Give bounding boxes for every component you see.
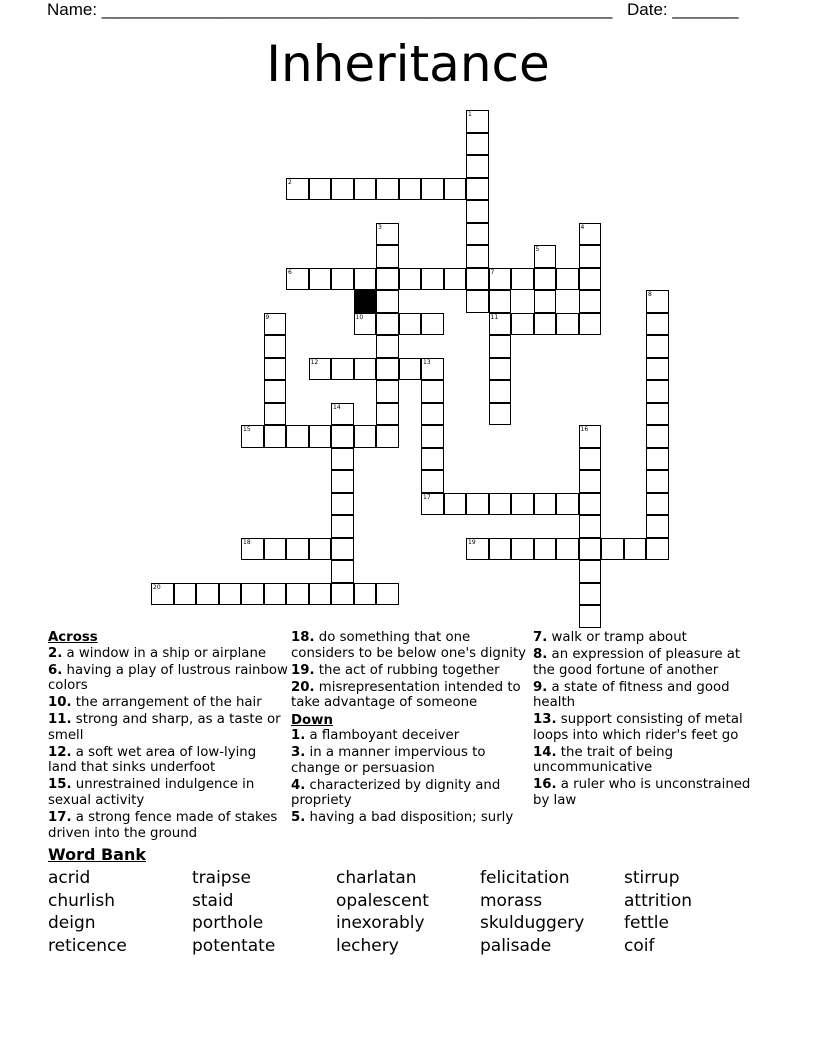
crossword-cell[interactable] bbox=[241, 538, 264, 561]
crossword-cell[interactable] bbox=[579, 223, 602, 246]
crossword-cell[interactable] bbox=[331, 268, 354, 291]
crossword-cell[interactable] bbox=[646, 515, 669, 538]
crossword-cell[interactable] bbox=[556, 313, 579, 336]
crossword-cell[interactable] bbox=[601, 538, 624, 561]
crossword-cell[interactable] bbox=[376, 358, 399, 381]
clue-down-5: 5. having a bad disposition; surly bbox=[291, 810, 514, 826]
crossword-cell[interactable] bbox=[466, 268, 489, 291]
crossword-cell[interactable] bbox=[534, 538, 557, 561]
crossword-cell[interactable] bbox=[376, 403, 399, 426]
word-bank-word: coif bbox=[624, 936, 655, 957]
crossword-cell[interactable] bbox=[534, 245, 557, 268]
crossword-cell[interactable] bbox=[646, 290, 669, 313]
date-line: Date: _______ bbox=[627, 0, 739, 19]
clue-number: 18 bbox=[243, 538, 251, 546]
clue-number: 15 bbox=[243, 426, 251, 433]
clue-down-16: 16. a ruler who is unconstrained by law bbox=[533, 777, 751, 808]
crossword-cell[interactable] bbox=[331, 560, 354, 583]
crossword-cell[interactable] bbox=[579, 245, 602, 268]
word-bank-word: fettle bbox=[624, 913, 669, 934]
crossword-cell[interactable] bbox=[579, 470, 602, 493]
crossword-cell[interactable] bbox=[264, 583, 287, 606]
crossword-cell[interactable] bbox=[331, 178, 354, 201]
crossword-cell[interactable] bbox=[489, 403, 512, 426]
crossword-cell[interactable] bbox=[579, 560, 602, 583]
clues-column-1 bbox=[48, 628, 288, 843]
word-bank-word: staid bbox=[192, 890, 234, 911]
crossword-cell[interactable] bbox=[646, 538, 669, 561]
crossword-cell[interactable] bbox=[646, 403, 669, 426]
crossword-cell[interactable] bbox=[331, 358, 354, 381]
across-heading: Across bbox=[48, 630, 98, 645]
crossword-cell[interactable] bbox=[489, 313, 512, 336]
crossword-cell[interactable] bbox=[579, 515, 602, 538]
clue-down-3: 3. in a manner impervious to change or persuasion bbox=[291, 745, 486, 776]
clue-down-14: 14. the trait of being uncommunicative bbox=[533, 744, 674, 776]
down-heading: Down bbox=[291, 712, 333, 728]
crossword-cell[interactable] bbox=[624, 538, 647, 561]
crossword-cell[interactable] bbox=[241, 425, 264, 448]
crossword-cell[interactable] bbox=[264, 313, 287, 336]
crossword-cell[interactable] bbox=[646, 313, 669, 336]
crossword-cell[interactable] bbox=[534, 268, 557, 291]
crossword-cell[interactable] bbox=[511, 493, 534, 516]
crossword-cell[interactable] bbox=[421, 358, 444, 381]
clue-across-10: 10. the arrangement of the hair bbox=[48, 695, 262, 711]
crossword-cell[interactable] bbox=[309, 425, 332, 448]
crossword-cell[interactable] bbox=[511, 268, 534, 291]
crossword-black-cell bbox=[354, 290, 377, 313]
word-bank-word: charlatan bbox=[336, 868, 417, 888]
crossword-cell[interactable] bbox=[579, 313, 602, 336]
crossword-cell[interactable] bbox=[489, 538, 512, 561]
crossword-cell[interactable] bbox=[309, 538, 332, 561]
crossword-cell[interactable] bbox=[421, 448, 444, 471]
clue-across-17: 17. a strong fence made of stakes driven into the ground bbox=[48, 810, 278, 841]
clue-across-2: 2. a window in a ship or airplane bbox=[48, 645, 267, 661]
clue-number: 17 bbox=[423, 493, 431, 501]
crossword-cell[interactable] bbox=[466, 223, 489, 246]
crossword-cell[interactable] bbox=[354, 583, 377, 606]
crossword-cell[interactable] bbox=[376, 335, 399, 358]
word-bank-word: stirrup bbox=[624, 868, 680, 888]
crossword-cell[interactable] bbox=[376, 313, 399, 336]
crossword-cell[interactable] bbox=[376, 290, 399, 313]
crossword-cell[interactable] bbox=[466, 493, 489, 516]
crossword-cell[interactable] bbox=[241, 583, 264, 606]
crossword-cell[interactable] bbox=[579, 538, 602, 561]
crossword-cell[interactable] bbox=[489, 268, 512, 291]
clue-across-19: 19. the act of rubbing together bbox=[291, 662, 500, 678]
crossword-cell[interactable] bbox=[331, 493, 354, 516]
word-bank-word: felicitation bbox=[480, 868, 570, 888]
crossword-cell[interactable] bbox=[489, 335, 512, 358]
clue-number: 19 bbox=[468, 538, 476, 546]
crossword-cell[interactable] bbox=[579, 583, 602, 606]
crossword-cell[interactable] bbox=[646, 470, 669, 493]
crossword-cell[interactable] bbox=[309, 178, 332, 201]
crossword-cell[interactable] bbox=[286, 583, 309, 606]
crossword-cell[interactable] bbox=[331, 583, 354, 606]
clue-across-11: 11. strong and sharp, as a taste or smell bbox=[48, 712, 281, 743]
crossword-cell[interactable] bbox=[264, 425, 287, 448]
crossword-cell[interactable] bbox=[421, 380, 444, 403]
clue-number: 12 bbox=[310, 358, 319, 366]
word-bank-word: skulduggery bbox=[480, 913, 585, 934]
crossword-cell[interactable] bbox=[579, 290, 602, 313]
clue-number: 10 bbox=[355, 313, 364, 321]
clues-column-2 bbox=[291, 630, 531, 828]
crossword-cell[interactable] bbox=[556, 268, 579, 291]
crossword-cell[interactable] bbox=[421, 178, 444, 201]
crossword-cell[interactable] bbox=[466, 155, 489, 178]
clue-number: 3 bbox=[378, 223, 382, 231]
crossword-cell[interactable] bbox=[264, 358, 287, 381]
crossword-cell[interactable] bbox=[151, 583, 174, 606]
crossword-cell[interactable] bbox=[466, 245, 489, 268]
crossword-cell[interactable] bbox=[331, 515, 354, 538]
crossword-cell[interactable] bbox=[286, 538, 309, 561]
clue-across-12: 12. a soft wet area of low-lying land that sinks underfoot bbox=[48, 744, 257, 776]
crossword-cell[interactable] bbox=[579, 448, 602, 471]
crossword-cell[interactable] bbox=[264, 380, 287, 403]
crossword-cell[interactable] bbox=[376, 380, 399, 403]
crossword-cell[interactable] bbox=[444, 178, 467, 201]
clue-number: 13 bbox=[423, 358, 431, 366]
crossword-cell[interactable] bbox=[646, 425, 669, 448]
crossword-cell[interactable] bbox=[309, 583, 332, 606]
crossword-cell[interactable] bbox=[376, 223, 399, 246]
word-bank-word: traipse bbox=[192, 868, 251, 888]
crossword-cell[interactable] bbox=[174, 583, 197, 606]
crossword-cell[interactable] bbox=[646, 380, 669, 403]
clue-down-4: 4. characterized by dignity and propriety bbox=[291, 777, 501, 809]
word-bank-word: acrid bbox=[48, 868, 91, 888]
crossword-cell[interactable] bbox=[579, 268, 602, 291]
crossword-cell[interactable] bbox=[444, 268, 467, 291]
crossword-cell[interactable] bbox=[511, 313, 534, 336]
crossword-cell[interactable] bbox=[376, 425, 399, 448]
crossword-cell[interactable] bbox=[376, 268, 399, 291]
word-bank-title: Word Bank bbox=[48, 845, 147, 864]
crossword-cell[interactable] bbox=[421, 403, 444, 426]
crossword-cell[interactable] bbox=[444, 493, 467, 516]
crossword-cell[interactable] bbox=[489, 290, 512, 313]
crossword-cell[interactable] bbox=[399, 268, 422, 291]
crossword-cell[interactable] bbox=[399, 313, 422, 336]
clue-number: 16 bbox=[580, 426, 589, 433]
crossword-cell[interactable] bbox=[286, 268, 309, 291]
word-bank-word: inexorably bbox=[336, 913, 425, 934]
crossword-cell[interactable] bbox=[354, 313, 377, 336]
crossword-cell[interactable] bbox=[219, 583, 242, 606]
crossword-cell[interactable] bbox=[534, 290, 557, 313]
crossword-cell[interactable] bbox=[354, 358, 377, 381]
crossword-cell[interactable] bbox=[489, 493, 512, 516]
clue-across-18: 18. do something that one considers to be below one's dignity bbox=[291, 630, 527, 661]
crossword-cell[interactable] bbox=[331, 470, 354, 493]
crossword-cell[interactable] bbox=[331, 425, 354, 448]
crossword-cell[interactable] bbox=[579, 605, 602, 628]
crossword-cell[interactable] bbox=[646, 448, 669, 471]
word-bank-word: lechery bbox=[336, 936, 399, 957]
crossword-cell[interactable] bbox=[466, 133, 489, 156]
crossword-cell[interactable] bbox=[264, 538, 287, 561]
crossword-cell[interactable] bbox=[376, 583, 399, 606]
clue-number: 11 bbox=[490, 313, 499, 321]
name-line: Name: ______________________________________________________ bbox=[47, 0, 613, 19]
clue-down-1: 1. a flamboyant deceiver bbox=[291, 728, 460, 744]
crossword-cell[interactable] bbox=[421, 493, 444, 516]
crossword-cell[interactable] bbox=[466, 290, 489, 313]
crossword-cell[interactable] bbox=[354, 268, 377, 291]
clue-number: 8 bbox=[648, 291, 652, 298]
word-bank-word: potentate bbox=[192, 936, 276, 957]
clue-down-13: 13. support consisting of metal loops into which rider's feet go bbox=[533, 712, 743, 743]
crossword-cell[interactable] bbox=[579, 425, 602, 448]
crossword-cell[interactable] bbox=[556, 538, 579, 561]
crossword-cell[interactable] bbox=[556, 493, 579, 516]
crossword-cell[interactable] bbox=[354, 178, 377, 201]
clue-number: 14 bbox=[333, 403, 341, 411]
crossword-cell[interactable] bbox=[534, 313, 557, 336]
clue-number: 20 bbox=[153, 583, 161, 591]
clue-down-7: 7. walk or tramp about bbox=[533, 630, 687, 645]
word-bank-word: churlish bbox=[48, 890, 115, 911]
crossword-cell[interactable] bbox=[286, 178, 309, 201]
crossword-cell[interactable] bbox=[421, 425, 444, 448]
clue-number: 6 bbox=[288, 268, 292, 276]
clue-number: 7 bbox=[490, 268, 495, 276]
crossword-cell[interactable] bbox=[331, 538, 354, 561]
crossword-cell[interactable] bbox=[264, 335, 287, 358]
crossword-cell[interactable] bbox=[489, 358, 512, 381]
crossword-cell[interactable] bbox=[309, 358, 332, 381]
crossword-cell[interactable] bbox=[421, 313, 444, 336]
crossword-cell[interactable] bbox=[421, 268, 444, 291]
crossword-cell[interactable] bbox=[646, 358, 669, 381]
clue-down-9: 9. a state of fitness and good health bbox=[533, 679, 730, 711]
word-bank-word: reticence bbox=[48, 936, 127, 957]
word-bank-word: palisade bbox=[480, 936, 552, 957]
clue-number: 1 bbox=[468, 111, 472, 118]
clue-across-20: 20. misrepresentation intended to take advantage of someone bbox=[291, 679, 521, 711]
crossword-cell[interactable] bbox=[196, 583, 219, 606]
crossword-cell[interactable] bbox=[534, 493, 557, 516]
clue-across-15: 15. unrestrained indulgence in sexual activity bbox=[48, 777, 255, 808]
clue-down-8: 8. an expression of pleasure at the good fortune of another bbox=[533, 647, 741, 678]
crossword-cell[interactable] bbox=[376, 178, 399, 201]
crossword-cell[interactable] bbox=[421, 470, 444, 493]
crossword-cell[interactable] bbox=[264, 403, 287, 426]
clue-across-6: 6. having a play of lustrous rainbow colors bbox=[48, 662, 288, 694]
crossword-cell[interactable] bbox=[309, 268, 332, 291]
crossword-cell[interactable] bbox=[399, 358, 422, 381]
clue-number: 2 bbox=[288, 178, 292, 186]
clue-number: 9 bbox=[265, 313, 270, 321]
crossword-cell[interactable] bbox=[466, 538, 489, 561]
crossword-cell[interactable] bbox=[466, 178, 489, 201]
crossword-cell[interactable] bbox=[376, 245, 399, 268]
crossword-cell[interactable] bbox=[489, 380, 512, 403]
crossword-cell[interactable] bbox=[331, 403, 354, 426]
crossword-cell[interactable] bbox=[646, 335, 669, 358]
clue-number: 4 bbox=[580, 223, 585, 231]
crossword-cell[interactable] bbox=[511, 538, 534, 561]
word-bank-word: porthole bbox=[192, 913, 264, 934]
word-bank-word: deign bbox=[48, 913, 96, 934]
crossword-cell[interactable] bbox=[286, 425, 309, 448]
crossword-cell[interactable] bbox=[579, 493, 602, 516]
page-title: Inheritance bbox=[266, 35, 550, 93]
crossword-cell[interactable] bbox=[466, 200, 489, 223]
crossword-cell[interactable] bbox=[354, 425, 377, 448]
word-bank-word: attrition bbox=[624, 890, 693, 911]
clues-column-3 bbox=[533, 630, 758, 810]
crossword-cell[interactable] bbox=[331, 448, 354, 471]
word-bank-word: morass bbox=[480, 890, 543, 911]
crossword-cell[interactable] bbox=[466, 110, 489, 133]
crossword-cell[interactable] bbox=[646, 493, 669, 516]
word-bank-word: opalescent bbox=[336, 890, 429, 911]
clue-number: 5 bbox=[535, 246, 540, 253]
crossword-cell[interactable] bbox=[399, 178, 422, 201]
